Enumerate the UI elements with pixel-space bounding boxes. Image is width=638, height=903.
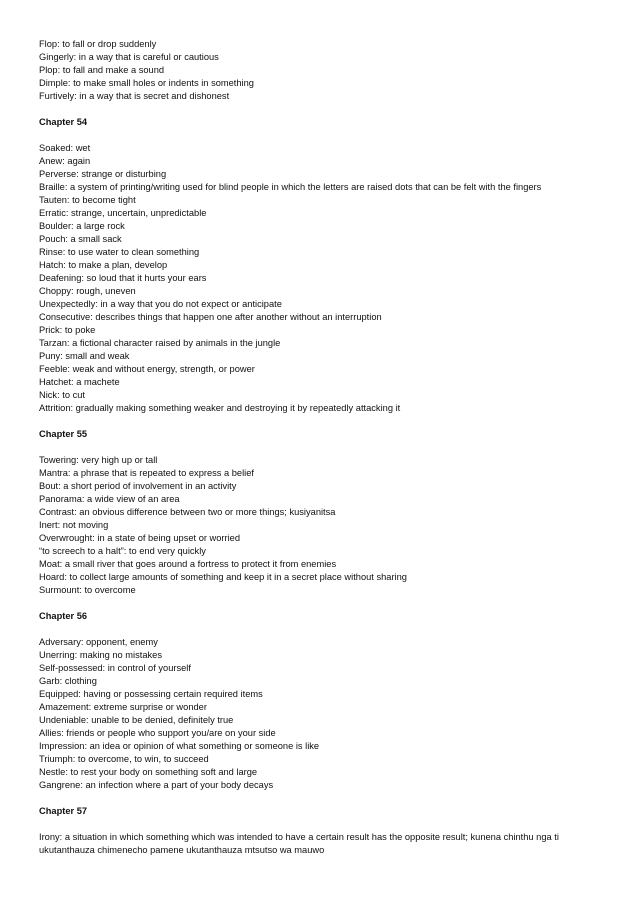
vocab-entry: Bout: a short period of involvement in an activity	[39, 481, 237, 491]
vocab-entry: “to screech to a halt”: to end very quickly	[39, 546, 206, 556]
vocab-entry: Triumph: to overcome, to win, to succeed	[39, 754, 209, 764]
vocab-entry: Adversary: opponent, enemy	[39, 637, 158, 647]
vocab-entry: Deafening: so loud that it hurts your ears	[39, 273, 207, 283]
vocab-entry: Dimple: to make small holes or indents in something	[39, 78, 254, 88]
vocab-entry: Nick: to cut	[39, 390, 85, 400]
vocab-entry: Hatch: to make a plan, develop	[39, 260, 168, 270]
vocab-entry: Nestle: to rest your body on something soft and large	[39, 767, 258, 777]
vocab-entry: Unerring: making no mistakes	[39, 650, 162, 660]
vocab-entry: Puny: small and weak	[39, 351, 130, 361]
vocab-entry: Impression: an idea or opinion of what something or someone is like	[39, 741, 320, 751]
vocab-entry: Panorama: a wide view of an area	[39, 494, 180, 504]
chapter-54-section	[39, 116, 599, 415]
vocab-entry: Boulder: a large rock	[39, 221, 125, 231]
vocab-entry: Mantra: a phrase that is repeated to express a belief	[39, 468, 254, 478]
vocab-entry: Contrast: an obvious difference between two or more things; kusiyanitsa	[39, 507, 336, 517]
vocab-entry: Gingerly: in a way that is careful or cautious	[39, 52, 219, 62]
chapter-56-section	[39, 610, 599, 792]
vocab-entry: Tauten: to become tight	[39, 195, 136, 205]
vocab-entry: Braille: a system of printing/writing used for blind people in which the letters are raised dots that can be felt with the fingers	[39, 182, 542, 192]
vocab-entry: Erratic: strange, uncertain, unpredictable	[39, 208, 207, 218]
vocab-entry: Anew: again	[39, 156, 91, 166]
vocab-entry: Equipped: having or possessing certain required items	[39, 689, 263, 699]
vocab-entry: Soaked: wet	[39, 143, 91, 153]
chapter-heading: Chapter 57	[39, 806, 88, 816]
document-page	[39, 38, 599, 857]
vocab-entry: Surmount: to overcome	[39, 585, 136, 595]
vocab-entry: Towering: very high up or tall	[39, 455, 158, 465]
chapter-heading: Chapter 56	[39, 611, 88, 621]
vocab-entry: Pouch: a small sack	[39, 234, 122, 244]
chapter-57-section	[39, 805, 599, 857]
chapter-heading: Chapter 54	[39, 117, 88, 127]
vocab-entry: Unexpectedly: in a way that you do not expect or anticipate	[39, 299, 282, 309]
vocab-entry: Prick: to poke	[39, 325, 96, 335]
vocab-entry: Plop: to fall and make a sound	[39, 65, 165, 75]
vocab-entry: Inert: not moving	[39, 520, 109, 530]
vocab-entry: Garb: clothing	[39, 676, 97, 686]
vocab-entry: Rinse: to use water to clean something	[39, 247, 200, 257]
vocab-entry: Hoard: to collect large amounts of something and keep it in a secret place without sharing	[39, 572, 407, 582]
intro-section	[39, 38, 599, 103]
vocab-entry: Undeniable: unable to be denied, definitely true	[39, 715, 234, 725]
vocab-entry: Perverse: strange or disturbing	[39, 169, 167, 179]
chapter-55-section	[39, 428, 599, 597]
vocab-entry: Moat: a small river that goes around a fortress to protect it from enemies	[39, 559, 337, 569]
vocab-entry: Tarzan: a fictional character raised by animals in the jungle	[39, 338, 281, 348]
vocab-entry: Hatchet: a machete	[39, 377, 120, 387]
vocab-entry: Amazement: extreme surprise or wonder	[39, 702, 207, 712]
vocab-entry: Furtively: in a way that is secret and dishonest	[39, 91, 230, 101]
vocab-entry: Feeble: weak and without energy, strength, or power	[39, 364, 255, 374]
vocab-entry: Overwrought: in a state of being upset or worried	[39, 533, 241, 543]
chapter-heading: Chapter 55	[39, 429, 88, 439]
vocab-entry: Self-possessed: in control of yourself	[39, 663, 191, 673]
vocab-entry: Choppy: rough, uneven	[39, 286, 136, 296]
vocab-entry: Irony: a situation in which something which was intended to have a certain result has the opposite result; kunena chinthu nga ti ukutanthauza chimenecho pamene ukutanthauza mtsutso wa mauwo	[39, 832, 559, 855]
vocab-entry: Gangrene: an infection where a part of your body decays	[39, 780, 274, 790]
vocab-entry: Consecutive: describes things that happen one after another without an interruption	[39, 312, 382, 322]
vocab-entry: Flop: to fall or drop suddenly	[39, 39, 157, 49]
vocab-entry: Attrition: gradually making something weaker and destroying it by repeatedly attacking it	[39, 403, 401, 413]
vocab-entry: Allies: friends or people who support you/are on your side	[39, 728, 276, 738]
